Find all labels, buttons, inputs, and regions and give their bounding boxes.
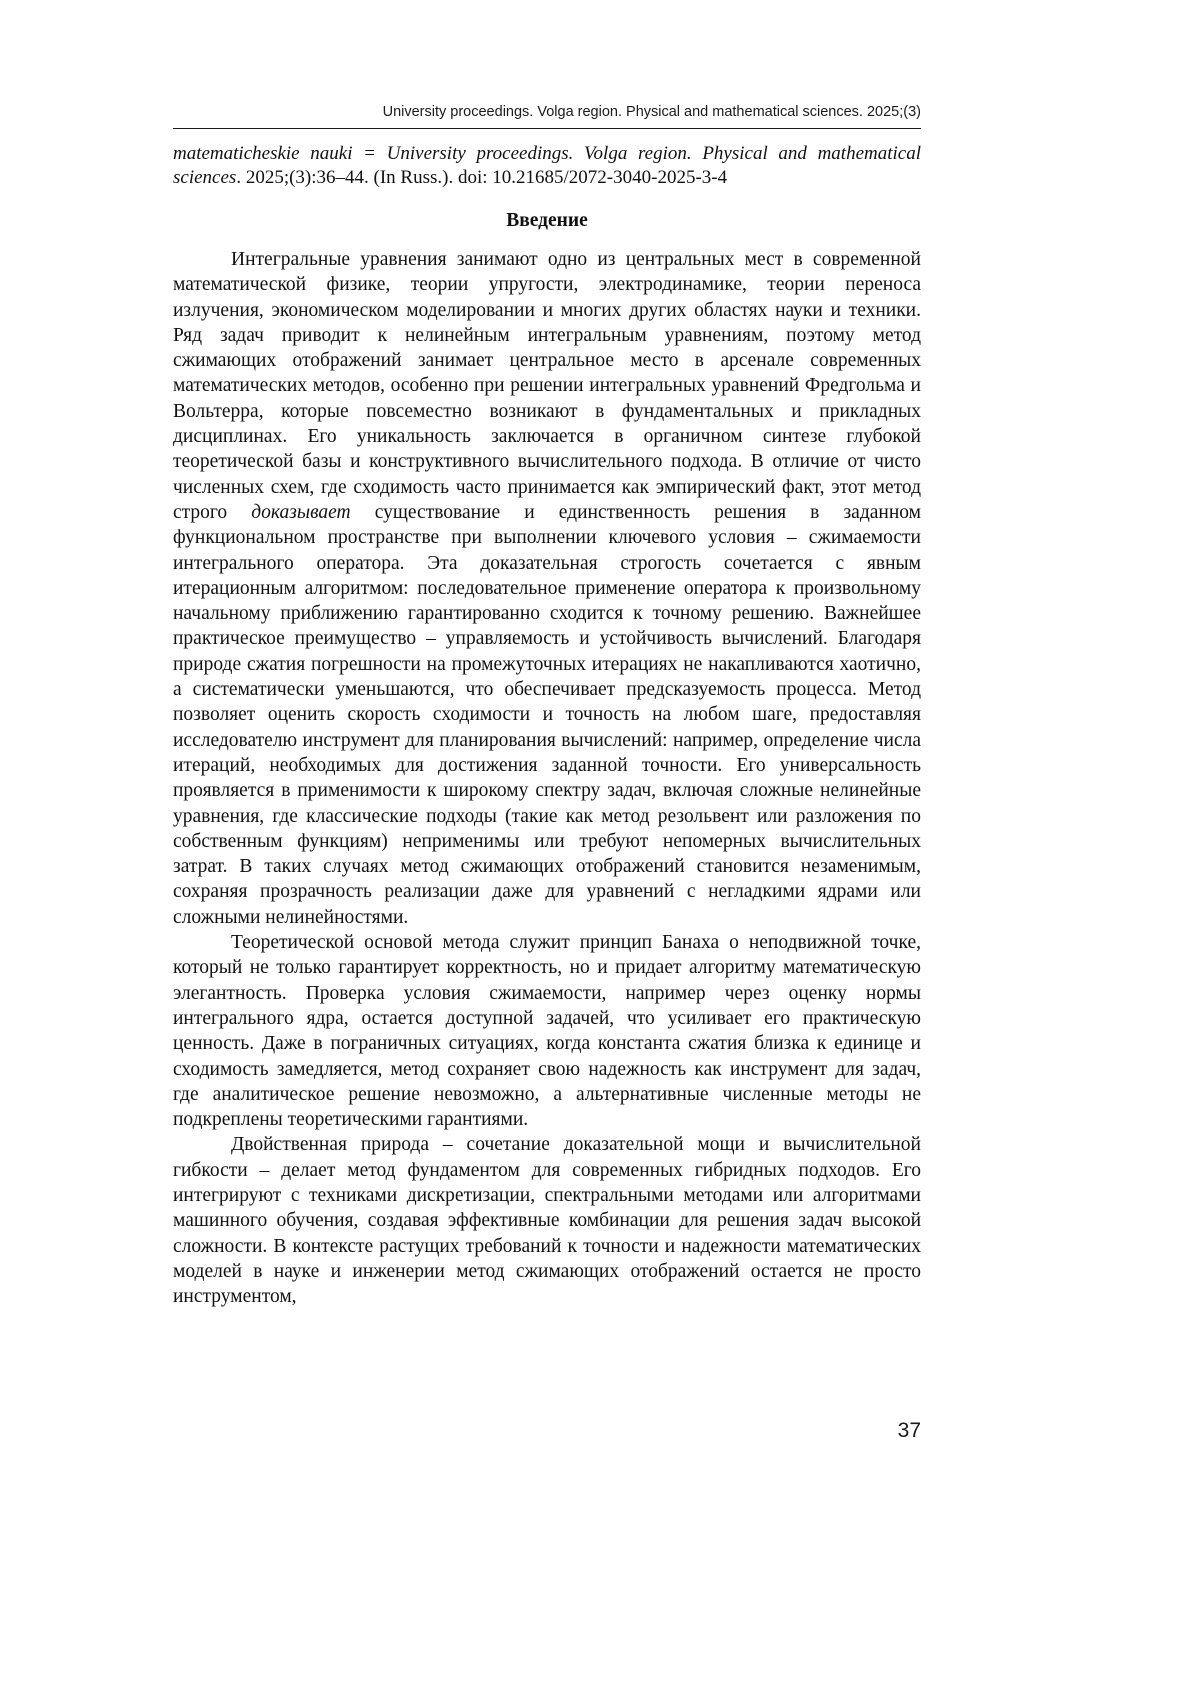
- paragraph-1: [173, 247, 921, 930]
- header-rule: [173, 128, 921, 129]
- paragraph-2: Теоретической основой метода служит принцип Банаха о неподвижной точке, который не только гарантирует корректность, но и придает алгоритму математическую элегантность. Проверка условия сжимаемости, например через оценку нормы интегрального ядра, остается доступной задачей, что усиливает его практическую ценность. Даже в пограничных ситуациях, когда константа сжатия близка к единице и сходимость замедляется, метод сохраняет свою надежность как инструмент для задач, где аналитическое решение невозможно, а альтернативные численные методы не подкреплены теоретическими гарантиями.: [173, 932, 921, 1131]
- section-title: Введение: [506, 210, 588, 231]
- body-text: [173, 247, 921, 1309]
- paragraph-3: Двойственная природа – сочетание доказательной мощи и вычислительной гибкости – делает метод фундаментом для современных гибридных подходов. Его интегрируют с техниками дискретизации, спектральными методами или алгоритмами машинного обучения, создавая эффективные комбинации для решения задач высокой сложности. В контексте растущих требований к точности и надежности математических моделей в науке и инженерии метод сжимающих отображений остается не просто инструментом,: [173, 1134, 921, 1308]
- citation-journal-title: matematicheskie nauki = University proceedings. Volga region. Physical and mathematical sciences: [173, 143, 921, 188]
- page-number: 37: [897, 1419, 921, 1442]
- running-header: University proceedings. Volga region. Physical and mathematical sciences. 2025;(3): [382, 104, 921, 120]
- citation-details: . 2025;(3):36–44. (In Russ.). doi: 10.21685/2072-3040-2025-3-4: [236, 167, 728, 188]
- citation-block: [173, 142, 921, 190]
- journal-page: [173, 0, 921, 1698]
- paragraph-1-emphasis: доказывает: [251, 501, 351, 523]
- paragraph-1-end: существование и единственность решения в заданном функциональном пространстве при выполнении ключевого условия – сжимаемости интегрального оператора. Эта доказательная строгость сочетается с явным итерационным алгоритмом: последовательное применение оператора к произвольному начальному приближению гарантированно сходится к точному решению. Важнейшее практическое преимущество – управляемость и устойчивость вычислений. Благодаря природе сжатия погрешности на промежуточных итерациях не накапливаются хаотично, а систематически уменьшаются, что обеспечивает предсказуемость процесса. Метод позволяет оценить скорость сходимости и точность на любом шаге, предоставляя исследователю инструмент для планирования вычислений: например, определение числа итераций, необходимых для достижения заданной точности. Его универсальность проявляется в применимости к широкому спектру задач, включая сложные нелинейные уравнения, где классические подходы (такие как метод резольвент или разложения по собственным функциям) неприменимы или требуют непомерных вычислительных затрат. В таких случаях метод сжимающих отображений становится незаменимым, сохраняя прозрачность реализации даже для уравнений с негладкими ядрами или сложными нелинейностями.: [173, 501, 921, 928]
- paragraph-1-start: Интегральные уравнения занимают одно из центральных мест в современной математической физике, теории упругости, электродинамике, теории переноса излучения, экономическом моделировании и многих других областях науки и техники. Ряд задач приводит к нелинейным интегральным уравнениям, поэтому метод сжимающих отображений занимает центральное место в арсенале современных математических методов, особенно при решении интегральных уравнений Фредгольма и Вольтерра, которые повсеместно возникают в фундаментальных и прикладных дисциплинах. Его уникальность заключается в органичном синтезе глубокой теоретической базы и конструктивного вычислительного подхода. В отличие от чисто численных схем, где сходимость часто принимается как эмпирический факт, этот метод строго: [173, 249, 921, 523]
